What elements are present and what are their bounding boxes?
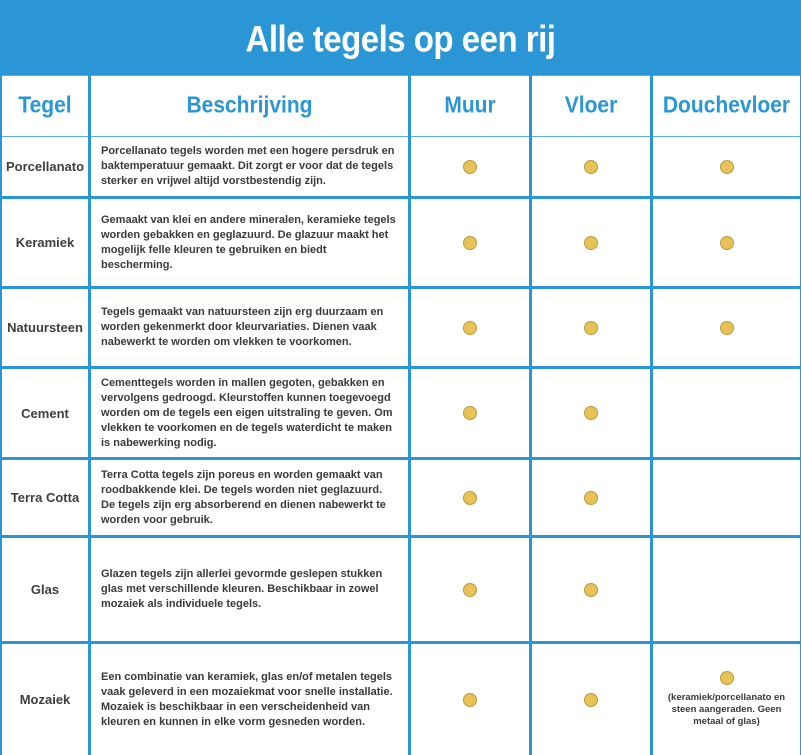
muur-cell: [411, 460, 529, 535]
vloer-cell: [532, 137, 650, 196]
description-text: Gemaakt van klei en andere mineralen, keramieke tegels worden gebakken en geglazuurd. De glazuur maakt het mogelijk felle kleuren te gebruiken en biedt bescherming.: [101, 213, 396, 271]
suitable-dot-icon: [584, 406, 598, 420]
tile-description: [91, 137, 408, 196]
suitable-dot-icon: [584, 583, 598, 597]
douchevloer-cell: [653, 644, 800, 755]
description-text: Tegels gemaakt van natuursteen zijn erg duurzaam en worden gekenmerkt door kleurvariaties. Dienen vaak nabewerkt te worden om vlekken te voorkomen.: [101, 306, 384, 348]
header-douchevloer: Douchevloer: [653, 76, 800, 136]
tile-description: [91, 644, 408, 755]
suitable-dot-icon: [463, 321, 477, 335]
suitable-dot-icon: [584, 491, 598, 505]
douchevloer-cell: [653, 369, 800, 457]
description-text: Een combinatie van keramiek, glas en/of metalen tegels vaak geleverd in een mozaiekmat voor snelle installatie. Mozaiek is beschikbaar in een verscheidenheid van kleuren en kunnen in elke vorm gesneden worden.: [101, 670, 393, 728]
suitable-dot-icon: [463, 491, 477, 505]
suitable-dot-icon: [463, 583, 477, 597]
tile-name-natuursteen: Natuursteen: [2, 289, 88, 366]
douchevloer-cell: [653, 538, 800, 641]
tile-table: [2, 78, 800, 755]
description-text: Terra Cotta tegels zijn poreus en worden gemaakt van roodbakkende klei. De tegels worden niet geglazuurd. De tegels zijn erg absorberend en dienen nabewerkt te worden voor gebruik.: [101, 468, 386, 526]
vloer-cell: [532, 199, 650, 286]
tile-name-keramiek: Keramiek: [2, 199, 88, 286]
muur-cell: [411, 289, 529, 366]
suitable-dot-icon: [584, 693, 598, 707]
tile-description: [91, 538, 408, 641]
description-text: Glazen tegels zijn allerlei gevormde geslepen stukken glas met verschillende kleuren. Beschikbaar in zowel mozaiek als individuele tegels.: [101, 568, 383, 610]
header-tegel: Tegel: [2, 76, 88, 136]
suitable-dot-icon: [584, 236, 598, 250]
suitable-dot-icon: [720, 321, 734, 335]
header-beschrijving: Beschrijving: [91, 76, 408, 136]
tile-description: [91, 369, 408, 457]
suitable-dot-icon: [584, 321, 598, 335]
tile-name-mozaiek: Mozaiek: [2, 644, 88, 755]
muur-cell: [411, 369, 529, 457]
vloer-cell: [532, 644, 650, 755]
douchevloer-cell: [653, 289, 800, 366]
douchevloer-cell: [653, 460, 800, 535]
tile-description: [91, 289, 408, 366]
muur-cell: [411, 199, 529, 286]
suitable-dot-icon: [463, 693, 477, 707]
header-muur: Muur: [411, 76, 529, 136]
header-vloer: Vloer: [532, 76, 650, 136]
tile-name-terra-cotta: Terra Cotta: [2, 460, 88, 535]
douchevloer-note: (keramiek/porcellanato en steen aangeraden. Geen metaal of glas): [667, 692, 786, 727]
suitable-dot-icon: [463, 406, 477, 420]
vloer-cell: [532, 289, 650, 366]
tile-description: [91, 460, 408, 535]
suitable-dot-icon: [720, 160, 734, 174]
suitable-dot-icon: [463, 236, 477, 250]
description-text: Porcellanato tegels worden met een hogere persdruk en baktemperatuur gemaakt. Dit zorgt er voor dat de tegels sterker en vrijwel altijd vorstbestendig zijn.: [101, 145, 395, 187]
tile-description: [91, 199, 408, 286]
muur-cell: [411, 137, 529, 196]
suitable-dot-icon: [463, 160, 477, 174]
description-text: Cementtegels worden in mallen gegoten, gebakken en vervolgens gedroogd. Kleurstoffen kunnen toegevoegd worden om de tegels een eigen uitstraling te geven. Om vlekken te voorkomen en de tegels waterdicht te maken is nabewerking nodig.: [101, 376, 393, 449]
douchevloer-cell: [653, 199, 800, 286]
suitable-dot-icon: [720, 236, 734, 250]
tile-name-glas: Glas: [2, 538, 88, 641]
douchevloer-cell: [653, 137, 800, 196]
vloer-cell: [532, 369, 650, 457]
muur-cell: [411, 644, 529, 755]
tile-name-cement: Cement: [2, 369, 88, 457]
suitable-dot-icon: [720, 671, 734, 685]
tile-name-porcellanato: Porcellanato: [2, 137, 88, 196]
muur-cell: [411, 538, 529, 641]
suitable-dot-icon: [584, 160, 598, 174]
vloer-cell: [532, 460, 650, 535]
page-title: Alle tegels op een rij: [245, 17, 556, 60]
vloer-cell: [532, 538, 650, 641]
